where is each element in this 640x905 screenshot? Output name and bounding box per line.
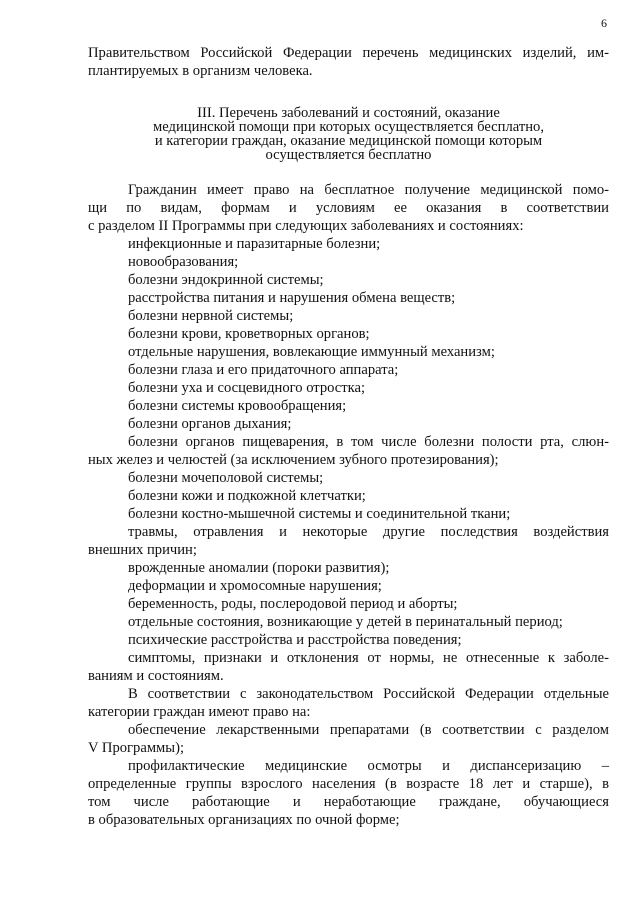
list-item: инфекционные и паразитарные болезни; [128, 236, 381, 252]
text-line: Правительством Российской Федерации перечень медицинских изделий, им- [88, 45, 609, 61]
list-item: расстройства питания и нарушения обмена веществ; [128, 290, 456, 306]
list-item: болезни органов дыхания; [128, 416, 292, 432]
heading-line: медицинской помощи при которых осуществляется бесплатно, [153, 119, 544, 135]
list-item: болезни кожи и подкожной клетчатки; [128, 488, 366, 504]
list-item-continuation: ваниям и состояниям. [88, 668, 224, 684]
list-item: болезни системы кровообращения; [128, 398, 347, 414]
list-item: деформации и хромосомные нарушения; [128, 578, 382, 594]
list-item: болезни эндокринной системы; [128, 272, 324, 288]
list-item: болезни нервной системы; [128, 308, 294, 324]
heading-line: и категории граждан, оказание медицинской помощи которым [154, 133, 543, 149]
list-item: травмы, отравления и некоторые другие последствия воздействия [128, 524, 609, 540]
list-item: болезни костно-мышечной системы и соединительной ткани; [128, 506, 511, 522]
text-line: плантируемых в организм человека. [88, 63, 313, 79]
list-item-continuation: внешних причин; [88, 542, 197, 558]
list-item: отдельные нарушения, вовлекающие иммунный механизм; [128, 344, 495, 360]
list-item: болезни органов пищеварения, в том числе болезни полости рта, слюн- [128, 434, 609, 450]
text-line: щи по видам, формам и условиям ее оказания в соответствии [88, 200, 609, 216]
list-item: обеспечение лекарственными препаратами (в соответствии с разделом [128, 722, 609, 738]
list-item: болезни уха и сосцевидного отростка; [128, 380, 366, 396]
list-item-continuation: определенные группы взрослого населения (в возрасте 18 лет и старше), в [88, 776, 609, 792]
list-item: болезни мочеполовой системы; [128, 470, 324, 486]
text-line: категории граждан имеют право на: [88, 704, 311, 720]
section-heading [88, 106, 609, 162]
body-text [88, 181, 609, 829]
page-number: 6 [601, 16, 607, 30]
list-item-continuation: в образовательных организациях по очной форме; [88, 812, 400, 828]
list-item-continuation: V Программы); [88, 740, 185, 756]
text-line: с разделом II Программы при следующих заболеваниях и состояниях: [88, 218, 524, 234]
heading-line: осуществляется бесплатно [265, 147, 432, 163]
list-item-continuation: ных желез и челюстей (за исключением зубного протезирования); [88, 452, 499, 468]
list-item-continuation: том числе работающие и неработающие граждане, обучающиеся [88, 794, 609, 810]
paragraph-first-line: В соответствии с законодательством Российской Федерации отдельные [128, 686, 609, 702]
intro-paragraph [88, 44, 609, 80]
heading-line: III. Перечень заболеваний и состояний, оказание [197, 105, 500, 121]
list-item: симптомы, признаки и отклонения от нормы, не отнесенные к заболе- [128, 650, 609, 666]
list-item: отдельные состояния, возникающие у детей в перинатальный период; [128, 614, 563, 630]
list-item: беременность, роды, послеродовой период и аборты; [128, 596, 458, 612]
list-item: врожденные аномалии (пороки развития); [128, 560, 390, 576]
list-item: психические расстройства и расстройства поведения; [128, 632, 462, 648]
list-item: болезни крови, кроветворных органов; [128, 326, 370, 342]
list-item: новообразования; [128, 254, 239, 270]
paragraph-first-line: Гражданин имеет право на бесплатное получение медицинской помо- [128, 182, 609, 198]
list-item: профилактические медицинские осмотры и диспансеризацию – [128, 758, 609, 774]
list-item: болезни глаза и его придаточного аппарата; [128, 362, 399, 378]
